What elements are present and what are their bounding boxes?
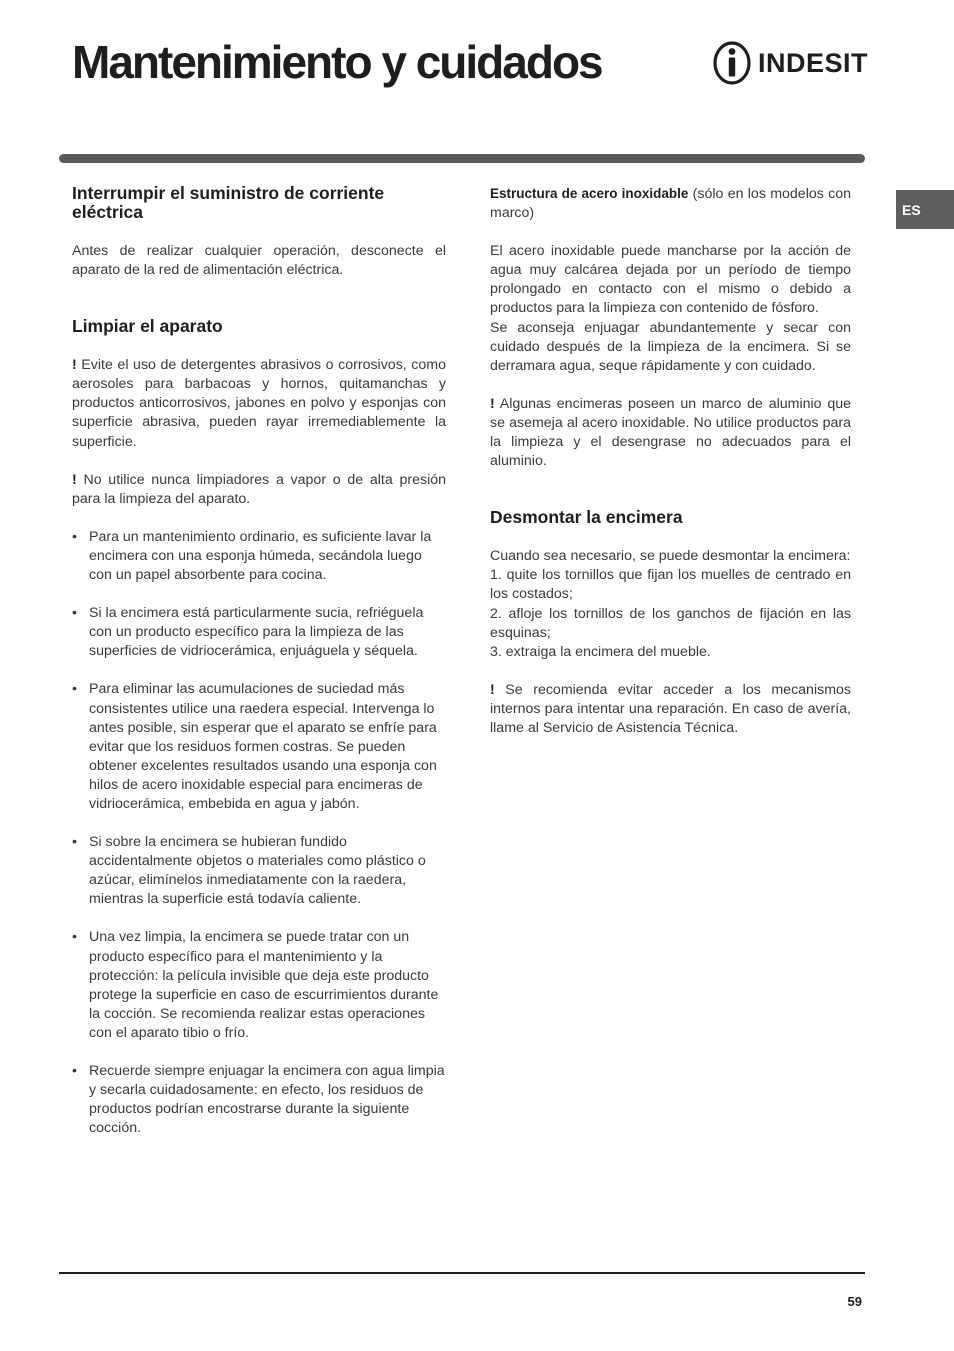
list-item: • Para eliminar las acumulaciones de suciedad más consistentes utilice una raedera especial. Intervenga lo antes posible, sin esperar que el aparato se enfríe para evitar que los residuos formen costras. Se pueden obtener excelentes resultados usando una esponja con hilos de acero inoxidable especial para encimeras de vidriocerámica, embebida en agua y jabón. [72,680,446,814]
warning-abrasives: ! Evite el uso de detergentes abrasivos o corrosivos, como aerosoles para barbacoas y hornos, quitamanchas y productos anticorrosivos, jabones en polvo y esponjas con superficie abrasiva, pueden rayar irremediablemente la superficie. [72,357,446,450]
warning-repair: ! Se recomienda evitar acceder a los mecanismos internos para intentar una reparación. En caso de avería, llame al Servicio de Asistencia Técnica. [490,681,851,736]
removal-step-2: 2. afloje los tornillos de los ganchos de fijación en las esquinas; [490,605,851,641]
language-tab: ES [896,190,954,229]
indesit-i-logo-icon [712,40,752,86]
power-text: Antes de realizar cualquier operación, desconecte el aparato de la red de alimentación eléctrica. [72,243,446,279]
warning-aluminium: ! Algunas encimeras poseen un marco de aluminio que se asemeja al acero inoxidable. No utilice productos para la limpieza y el desengrase no adecuados para el aluminio. [490,395,851,470]
page-number: 59 [847,1294,862,1309]
page-title: Mantenimiento y cuidados [72,36,602,88]
warning-mark: ! [490,395,495,412]
steel-paragraph-2: Se aconseja enjuagar abundantemente y secar con cuidado después de la limpieza de la encimera. Si se derramara agua, seque rápidamente y con cuidado. [490,319,851,374]
steel-subheading: Estructura de acero inoxidable (sólo en los modelos con marco) [490,186,852,222]
steel-paragraph-1: El acero inoxidable puede mancharse por la acción de agua muy calcárea dejada por un período de tiempo prolongado en contacto con el mismo o debido a productos para la limpieza con contenido de fósforo. [490,243,851,317]
right-column [490,184,851,738]
brand-logo [712,40,868,86]
list-item: • Una vez limpia, la encimera se puede tratar con un producto específico para el mantenimiento y la protección: la película invisible que deja este producto protege la superficie en caso de escurrimientos durante la cocción. Se recomienda realizar estas operaciones con el aparato tibio o frío. [72,928,446,1043]
list-item: • Para un mantenimiento ordinario, es suficiente lavar la encimera con una esponja húmeda, secándola luego con un papel absorbente para cocina. [72,528,446,585]
cleaning-list [72,528,446,1139]
header-divider [59,154,865,163]
list-item: • Si sobre la encimera se hubieran fundido accidentalmente objetos o materiales como plástico o azúcar, elimínelos inmediatamente con la raedera, mientras la superficie está todavía caliente. [72,833,446,909]
removal-intro: Cuando sea necesario, se puede desmontar la encimera: [490,548,851,565]
list-item: • Recuerde siempre enjuagar la encimera con agua limpia y secarla cuidadosamente: en efecto, los residuos de productos podrían encostrarse durante la siguiente cocción. [72,1062,446,1138]
warning-mark: ! [72,471,77,488]
warning-mark: ! [72,357,77,374]
removal-step-1: 1. quite los tornillos que fijan los muelles de centrado en los costados; [490,567,851,603]
left-column [72,184,446,1157]
section-heading-cleaning: Limpiar el aparato [72,316,223,337]
footer-divider [59,1272,865,1274]
warning-steam: ! No utilice nunca limpiadores a vapor o de alta presión para la limpieza del aparato. [72,471,446,507]
warning-mark: ! [490,681,495,698]
brand-name: INDESIT [758,47,869,78]
removal-step-3: 3. extraiga la encimera del mueble. [490,643,711,660]
list-item: • Si la encimera está particularmente sucia, refriéguela con un producto específico para la limpieza de las superficies de vidriocerámica, enjuáguela y séquela. [72,604,446,661]
section-heading-removal: Desmontar la encimera [490,507,683,528]
section-heading-power: Interrumpir el suministro de corriente eléctrica [72,183,385,222]
